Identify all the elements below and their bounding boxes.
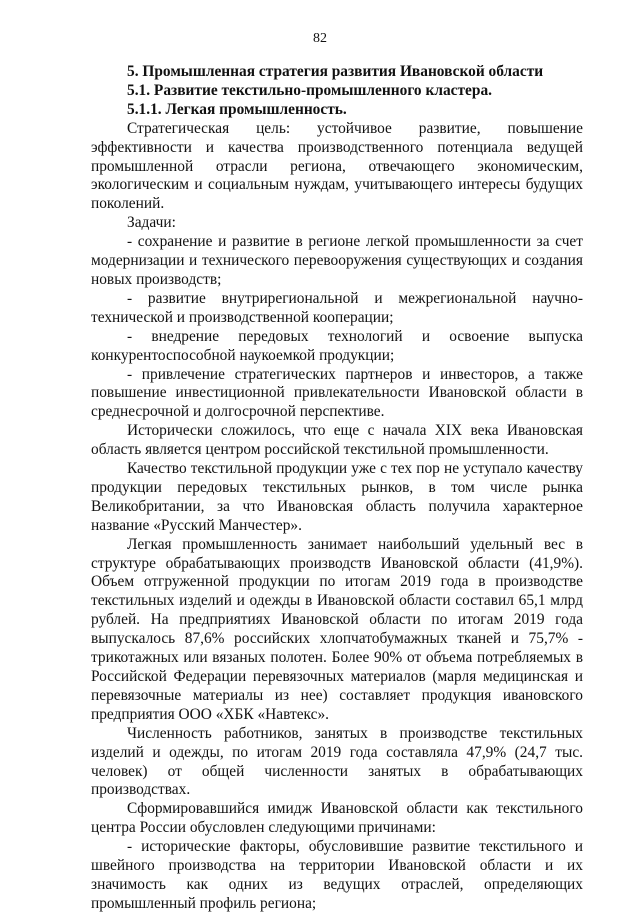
paragraph-industry-share: Легкая промышленность занимает наибольший удельный вес в структуре обрабатывающих производств Ивановской области (41,9%). Объем отгруженной продукции по итогам 2019 года в производстве текстильных изделий и одежды в Ивановской области составил 65,1 млрд рублей. На предприятиях Ивановской области по итогам 2019 года выпускалось 87,6% российских хлопчатобумажных тканей и 75,7% - трикотажных или вязаных полотен. Более 90% от объема потребляемых в Российской Федерации перевязочных материалов (марля медицинская и перевязочные материалы из нее) составляет продукция ивановского предприятия ООО «ХБК «Навтекс».: [91, 535, 583, 723]
subsubsection-heading: 5.1.1. Легкая промышленность.: [127, 100, 347, 118]
list-item-task-3: - внедрение передовых технологий и освоение выпуска конкурентоспособной наукоемкой продукции;: [91, 327, 583, 364]
page-number: 82: [313, 31, 327, 46]
paragraph-strategic-goal: Стратегическая цель: устойчивое развитие, повышение эффективности и качества производственного потенциала ведущей промышленной отрасли региона, отвечающего экономическим, экологическим и социальным нуждам, учитывающего интересы будущих поколений.: [91, 119, 583, 213]
list-item-task-4: - привлечение стратегических партнеров и инвесторов, а также повышение инвестиционной привлекательности Ивановской области в среднесрочной и долгосрочной перспективе.: [91, 365, 583, 421]
paragraph-quality: Качество текстильной продукции уже с тех пор не уступало качеству продукции передовых текстильных рынков, в том числе рынка Великобритании, за что Ивановская область получила характерное название «Русский Манчестер».: [91, 460, 583, 534]
paragraph-tasks-label: Задачи:: [127, 214, 176, 232]
paragraph-employment: Численность работников, занятых в производстве текстильных изделий и одежды, по итогам 2019 года составляла 47,9% (24,7 тыс. человек) от общей численности занятых в обрабатывающих производствах.: [91, 724, 583, 799]
page-content: [91, 63, 583, 914]
paragraph-history: Исторически сложилось, что еще с начала XIX века Ивановская область является центром российской текстильной промышленности.: [91, 422, 583, 459]
subsection-heading: 5.1. Развитие текстильно-промышленного кластера.: [127, 81, 492, 99]
list-item-task-1: - сохранение и развитие в регионе легкой промышленности за счет модернизации и технического перевооружения существующих и создания новых производств;: [91, 233, 583, 288]
list-item-reason-1: - исторические факторы, обусловившие развитие текстильного и швейного производства на территории Ивановской области и их значимость как одних из ведущих отраслей, определяющих промышленный профиль региона;: [91, 838, 583, 912]
list-item-task-2: - развитие внутрирегиональной и межрегиональной научно-технической и производственной кооперации;: [91, 289, 583, 326]
section-heading: 5. Промышленная стратегия развития Ивановской области: [127, 63, 544, 80]
paragraph-image-reasons: Сформировавшийся имидж Ивановской области как текстильного центра России обусловлен следующими причинами:: [91, 800, 583, 837]
